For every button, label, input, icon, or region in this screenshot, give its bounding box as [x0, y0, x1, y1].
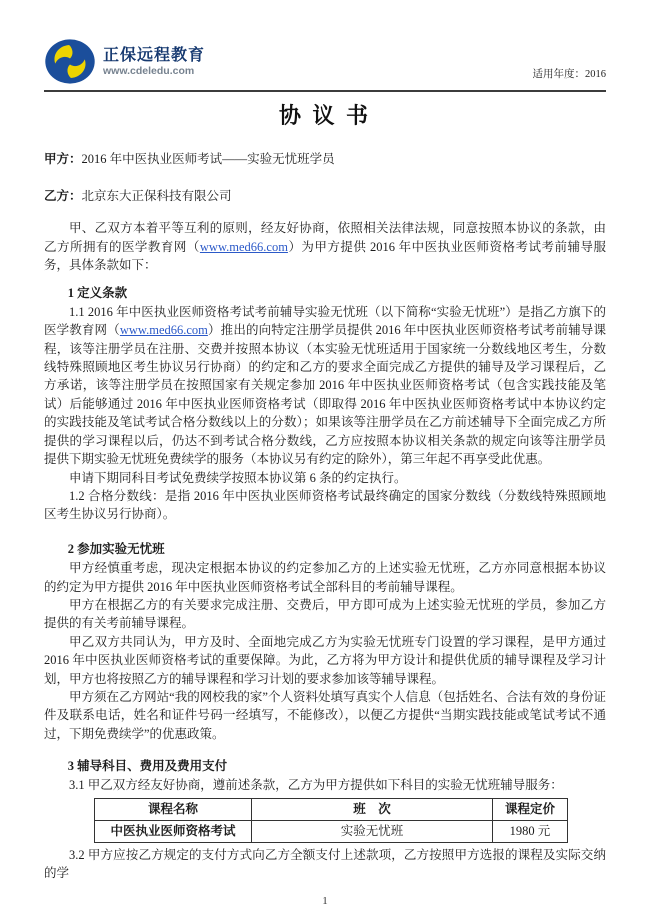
section-3-heading: 3 辅导科目、费用及费用支付 — [67, 759, 228, 774]
brand-text — [103, 46, 205, 78]
column-header-class-type: 班 次 — [252, 799, 493, 821]
party-a-row — [44, 150, 606, 168]
header-divider — [44, 90, 606, 92]
cell-price: 1980 元 — [493, 821, 568, 843]
table-header-row — [95, 799, 568, 821]
section-2-paragraph-2: 甲方在根据乙方的有关要求完成注册、交费后，甲方即可成为上述实验无忧班的学员，参加乙方提供的有关考前辅导课程。 — [44, 597, 606, 631]
cell-class-type: 实验无忧班 — [252, 821, 493, 843]
cell-course-name: 中医执业医师资格考试 — [95, 821, 252, 843]
party-a-value: 2016 年中医执业医师考试——实验无忧班学员 — [81, 152, 335, 167]
column-header-price: 课程定价 — [493, 799, 568, 821]
clause-1-1 — [44, 303, 606, 469]
party-b-row — [44, 187, 606, 205]
page-number: 1 — [322, 894, 328, 907]
intro-paragraph — [44, 219, 606, 274]
section-2-paragraph-3: 甲乙双方共同认为，甲方及时、全面地完成乙方为实验无忧班专门设置的学习课程，是甲方通过 2016 年中医执业医师资格考试的重要保障。为此，乙方将为甲方设计和提供优质的辅导课程及学习计划，甲方也将按照乙方的辅导课程和学习计划的要求参加该等辅导课程。 — [44, 634, 606, 686]
intro-text-after: ）为甲方提供 2016 年中医执业医师资格考试考前辅导服务，具体条款如下： — [44, 239, 606, 273]
clause-3-1: 3.1 甲乙双方经友好协商，遵前述条款，乙方为甲方提供如下科目的实验无忧班辅导服务： — [69, 777, 563, 792]
brand-url: www.cdeledu.com — [103, 64, 195, 77]
clause-1-1-text-after: ）推出的向特定注册学员提供 2016 年中医执业医师资格考试考前辅导课程，该等注册学员在注册、交费并按照本协议（本实验无忧班适用于国家统一分数线地区考生，分数线特殊照顾地区考生协议另行协商）的约定和乙方的要求全面完成乙方提供的辅导及学习课程后，乙方承诺，该等注册学员在按照国家有关规定参加 2016 年中医执业医师资格考试（包含实践技能及笔试）后能够通过 2016 年中医执业医师资格考试（即取得 2016 年中医执业医师资格考试中本协议约定的实践技能及笔试考试合格分数线以上的分数）；如果该等注册学员在乙方前述辅导下全面完成乙方所提供的学习课程以后，仍达不到考试合格分数线，乙方应按照本协议相关条款的规定向该等注册学员提供下期实验无忧班免费续学的服务（本协议另有约定的除外），第三年起不再享受此优惠。 — [44, 323, 606, 467]
brand-name: 正保远程教育 — [103, 46, 206, 64]
applicable-year-label: 适用年度：2016 — [532, 68, 606, 80]
brand-logo-icon — [44, 38, 96, 85]
course-fee-table — [94, 798, 568, 843]
party-a-label: 甲方： — [44, 152, 82, 167]
intro-text-before: 甲、乙双方本着平等互利的原则，经友好协商，依照相关法律法规，同意按照本协议的条款，由乙方所拥有的医学教育网（ — [44, 221, 606, 254]
clause-3-2: 3.2 甲方应按乙方规定的支付方式向乙方全额支付上述款项，乙方按照甲方选报的课程及实际交纳的学 — [44, 848, 606, 881]
page-header — [44, 38, 606, 85]
page-title: 协 议 书 — [278, 103, 371, 128]
med66-link[interactable]: www.med66.com — [199, 239, 288, 254]
section-2-paragraph-4: 甲方须在乙方网站“我的网校我的家”个人资料处填写真实个人信息（包括姓名、合法有效的身份证件及联系电话，姓名和证件号码一经填写，不能修改），以便乙方提供“当期实践技能或笔试考试不通过，下期免费续学”的优惠政策。 — [44, 689, 606, 741]
med66-link-2[interactable]: www.med66.com — [119, 323, 208, 338]
section-2-heading: 2 参加实验无忧班 — [67, 541, 165, 556]
section-2-paragraph-1: 甲方经慎重考虑，现决定根据本协议的约定参加乙方的上述实验无忧班，乙方亦同意根据本协议的约定为甲方提供 2016 年中医执业医师资格考试全部科目的考前辅导课程。 — [44, 561, 606, 594]
clause-relearn: 申请下期同科目考试免费续学按照本协议第 6 条的约定执行。 — [69, 470, 407, 485]
table-row — [95, 821, 568, 843]
brand-block — [44, 38, 205, 85]
clause-1-2: 1.2 合格分数线：是指 2016 年中医执业医师资格考试最终确定的国家分数线（分数线特殊照顾地区考生协议另行协商）。 — [44, 488, 606, 522]
party-b-value: 北京东大正保科技有限公司 — [81, 188, 232, 203]
clause-1-1-text-before: 1.1 2016 年中医执业医师资格考试考前辅导实验无忧班（以下简称“实验无忧班”）是指乙方旗下的医学教育网（ — [44, 304, 606, 338]
section-1-heading: 1 定义条款 — [67, 286, 128, 301]
party-b-label: 乙方： — [44, 188, 82, 203]
column-header-course-name: 课程名称 — [95, 799, 252, 821]
